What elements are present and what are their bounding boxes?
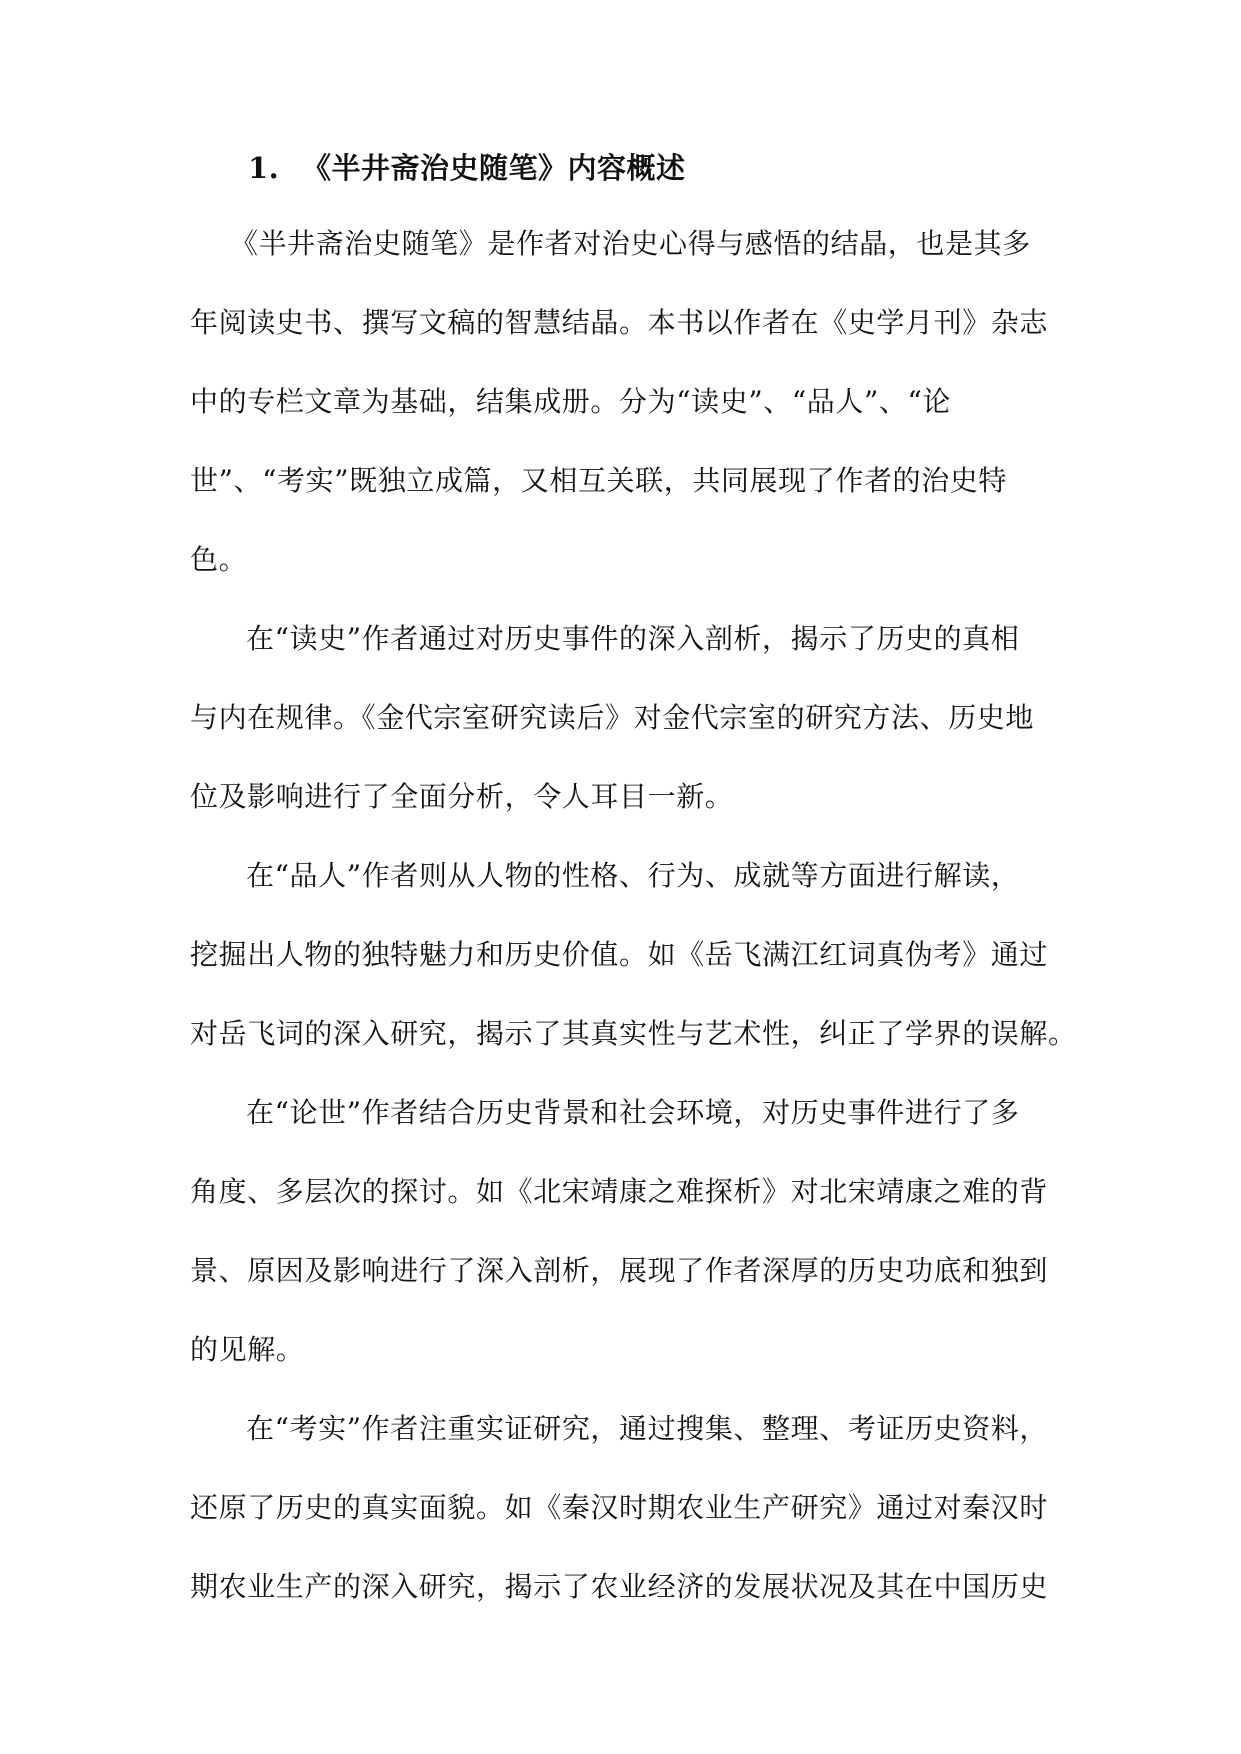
text-line: 色。 xyxy=(190,543,248,576)
text-line: 的见解。 xyxy=(190,1333,305,1366)
text-line: 《半井斋治史随笔》是作者对治史心得与感悟的结晶，也是其多 xyxy=(230,227,1031,260)
text-line: 对岳飞词的深入研究，揭示了其真实性与艺术性，纠正了学界的误解。 xyxy=(190,1017,1077,1050)
text-line: 在“论世”作者结合历史背景和社会环境，对历史事件进行了多 xyxy=(246,1096,1020,1129)
section-number: 1. xyxy=(248,151,280,185)
text-line: 与内在规律。《金代宗室研究读后》对金代宗室的研究方法、历史地 xyxy=(190,701,1035,734)
text-line: 角度、多层次的探讨。如《北宋靖康之难探析》对北宋靖康之难的背 xyxy=(190,1175,1049,1208)
text-line: 年阅读史书、撰写文稿的智慧结晶。本书以作者在《史学月刊》杂志 xyxy=(190,306,1049,339)
text-line: 挖掘出人物的独特魅力和历史价值。如《岳飞满江红词真伪考》通过 xyxy=(190,938,1049,971)
body-text xyxy=(190,222,1077,1644)
text-line: 在“读史”作者通过对历史事件的深入剖析，揭示了历史的真相 xyxy=(246,622,1020,655)
text-line: 期农业生产的深入研究，揭示了农业经济的发展状况及其在中国历史 xyxy=(190,1570,1049,1603)
text-line: 中的专栏文章为基础，结集成册。分为“读史”、“品人”、“论 xyxy=(190,385,951,418)
text-line: 位及影响进行了全面分析，令人耳目一新。 xyxy=(190,780,734,813)
text-line: 世”、“考实”既独立成篇，又相互关联，共同展现了作者的治史特 xyxy=(190,464,1007,497)
text-line: 在“考实”作者注重实证研究，通过搜集、整理、考证历史资料， xyxy=(246,1412,1049,1445)
section-heading xyxy=(248,146,686,187)
section-title: 《半井斋治史随笔》内容概述 xyxy=(302,151,686,185)
text-line: 景、原因及影响进行了深入剖析，展现了作者深厚的历史功底和独到 xyxy=(190,1254,1049,1287)
text-line: 在“品人”作者则从人物的性格、行为、成就等方面进行解读， xyxy=(246,859,1020,892)
text-line: 还原了历史的真实面貌。如《秦汉时期农业生产研究》通过对秦汉时 xyxy=(190,1491,1049,1524)
